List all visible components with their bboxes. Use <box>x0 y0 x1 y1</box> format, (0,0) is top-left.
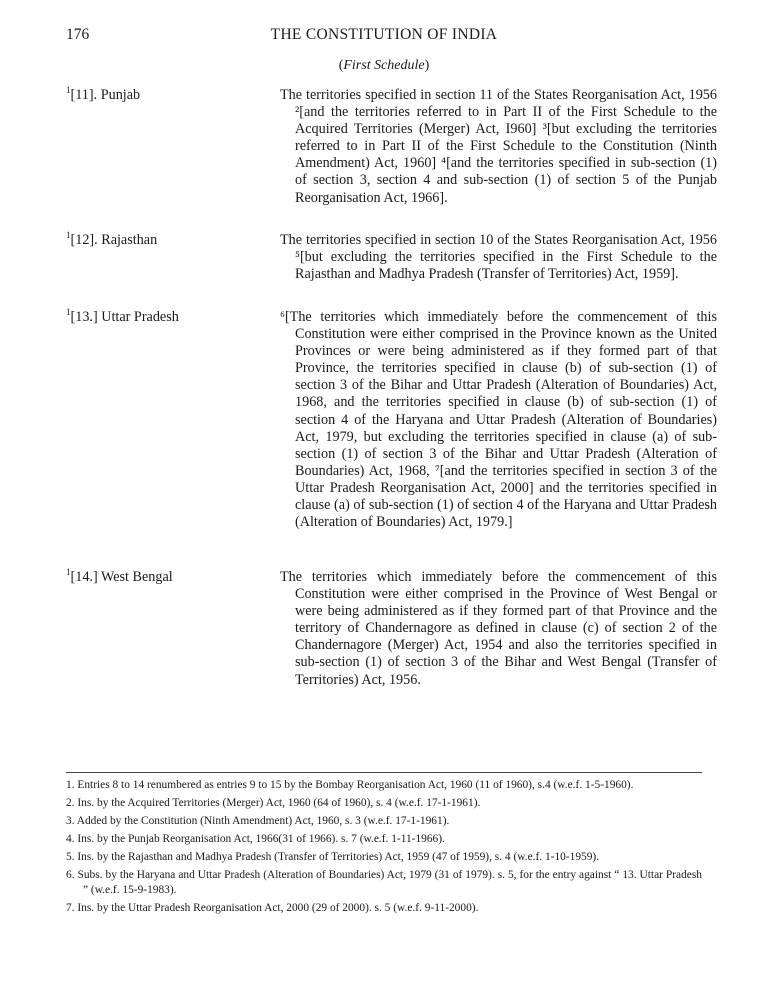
page-number: 176 <box>66 26 90 43</box>
entry-name <box>66 309 179 326</box>
footnote: 2. Ins. by the Acquired Territories (Merger) Act, 1960 (64 of 1960), s. 4 (w.e.f. 17-1-1961). <box>66 797 481 809</box>
footnote-ref: 1 <box>66 307 71 317</box>
footnote-divider <box>66 772 702 773</box>
footnote: 6. Subs. by the Haryana and Uttar Pradesh (Alteration of Boundaries) Act, 1979 (31 of 1979). s. 5, for the entry against “ 13. Uttar Pradesh ” (w.e.f. 15-9-1983). <box>66 869 702 896</box>
entry-name <box>66 569 173 586</box>
running-title: THE CONSTITUTION OF INDIA <box>270 26 498 43</box>
entry-name <box>66 232 157 249</box>
footnote: 4. Ins. by the Punjab Reorganisation Act, 1966(31 of 1966). s. 7 (w.e.f. 1-11-1966). <box>66 833 445 845</box>
footnote-ref: 1 <box>66 230 71 240</box>
entry-name-text: [11]. Punjab <box>70 87 141 103</box>
schedule-name: First Schedule <box>343 58 425 73</box>
footnote: 3. Added by the Constitution (Ninth Amendment) Act, 1960, s. 3 (w.e.f. 17-1-1961). <box>66 815 450 827</box>
footnote: 7. Ins. by the Uttar Pradesh Reorganisation Act, 2000 (29 of 2000). s. 5 (w.e.f. 9-11-2000). <box>66 902 479 914</box>
footnotes <box>66 778 702 919</box>
entry-name-text: [14.] West Bengal <box>70 569 173 585</box>
entry-description: The territories which immediately before the commencement of this Constitution were either comprised in the Province of West Bengal or were being administered as if they formed part of that Province and the territory of Chandernagore as defined in clause (c) of section 2 of the Chandernagore (Merger) Act, 1954 and also the territories specified in sub-section (1) of section 3 of the Bihar and West Bengal (Transfer of Territories) Act, 1956. <box>280 569 717 688</box>
footnote: 1. Entries 8 to 14 renumbered as entries 9 to 15 by the Bombay Reorganisation Act, 1960 (11 of 1960), s.4 (w.e.f. 1-5-1960). <box>66 779 634 791</box>
entry-description: The territories specified in section 10 of the States Reorganisation Act, 1956 ⁵[but excluding the territories specified in the First Schedule to the Rajasthan and Madhya Pradesh (Transfer of Territories) Act, 1959]. <box>280 232 717 283</box>
footnote: 5. Ins. by the Rajasthan and Madhya Pradesh (Transfer of Territories) Act, 1959 (47 of 1959), s. 4 (w.e.f. 1-10-1959). <box>66 851 600 863</box>
footnote-ref: 1 <box>66 85 71 95</box>
entry-name <box>66 87 140 104</box>
schedule-label: (First Schedule) <box>338 58 430 73</box>
entry-description: ⁶[The territories which immediately before the commencement of this Constitution were either comprised in the Province known as the United Provinces or were being administered as if they formed part of that Province, the territories specified in clause (b) of sub-section (1) of section 3 of the Bihar and Uttar Pradesh (Alteration of Boundaries) Act, 1968, and the territories specified in clause (b) of sub-section (1) of section 4 of the Haryana and Uttar Pradesh (Alteration of Boundaries) Act, 1979, but excluding the territories specified in clause (a) of sub-section (1) of section 3 of the Bihar and Uttar Pradesh (Alteration of Boundaries) Act, 1968, ⁷[and the territories specified in section 3 of the Uttar Pradesh Reorganisation Act, 2000] and the territories specified in clause (a) of sub-section (1) of section 4 of the Haryana and Uttar Pradesh (Alteration of Boundaries) Act, 1979.] <box>280 309 717 531</box>
entry-name-text: [12]. Rajasthan <box>70 232 158 248</box>
entry-name-text: [13.] Uttar Pradesh <box>70 309 179 325</box>
entry-description: The territories specified in section 11 of the States Reorganisation Act, 1956 ²[and the territories referred to in Part II of the First Schedule to the Acquired Territories (Merger) Act, I960] ³[but excluding the territories referred to in Part II of the First Schedule to the Constitution (Ninth Amendment) Act, 1960] ⁴[and the territories specified in sub-section (1) of section 3, section 4 and sub-section (1) of section 5 of the Punjab Reorganisation Act, 1966]. <box>280 87 717 206</box>
footnote-ref: 1 <box>66 567 71 577</box>
